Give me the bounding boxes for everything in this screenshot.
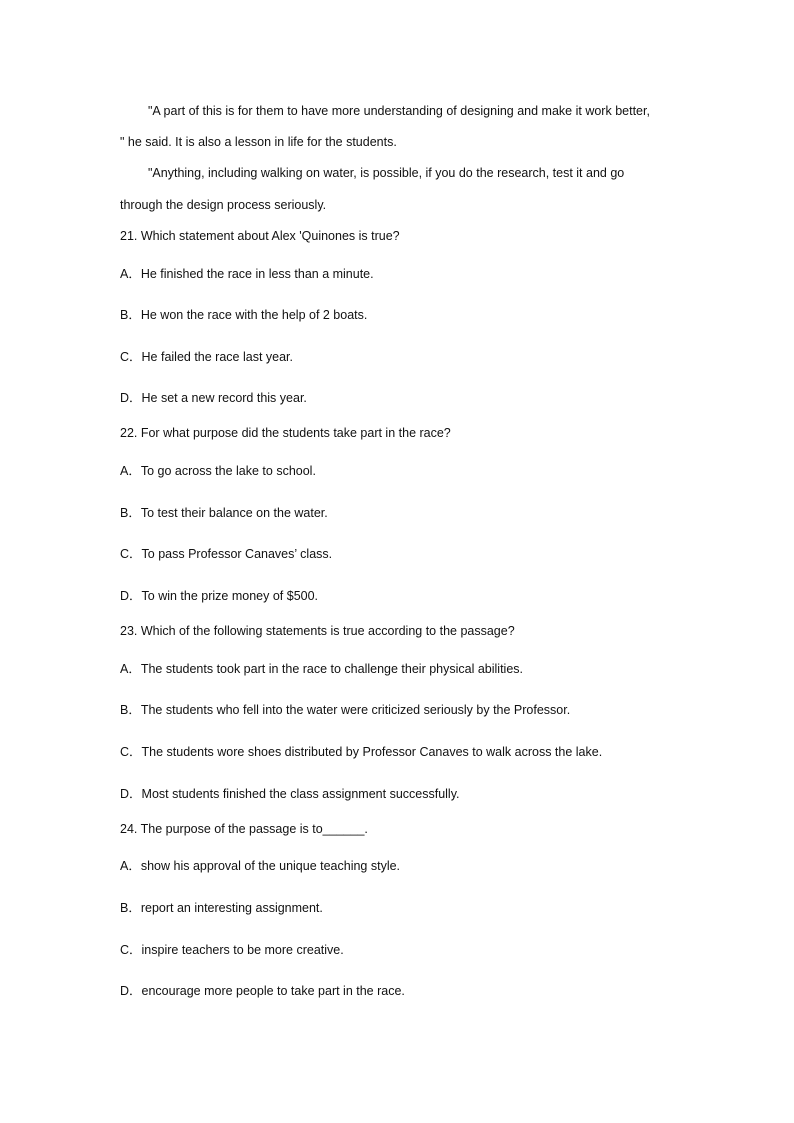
passage-line: "Anything, including walking on water, is possible, if you do the research, test it and go	[148, 166, 625, 180]
answer-option: D．To win the prize money of $500.	[120, 589, 319, 603]
answer-option: D．Most students finished the class assignment successfully.	[120, 787, 460, 801]
passage-line: "A part of this is for them to have more understanding of designing and make it work better,	[148, 104, 650, 118]
answer-option: C．inspire teachers to be more creative.	[120, 943, 344, 957]
question-stem: 22. For what purpose did the students take part in the race?	[120, 426, 451, 440]
answer-option: B．The students who fell into the water were criticized seriously by the Professor.	[120, 703, 571, 717]
answer-option: C．He failed the race last year.	[120, 350, 293, 364]
answer-option: C．To pass Professor Canaves’ class.	[120, 547, 333, 561]
answer-option: B．report an interesting assignment.	[120, 901, 323, 915]
question-stem: 21. Which statement about Alex 'Quinones is true?	[120, 229, 400, 243]
passage-line: through the design process seriously.	[120, 198, 327, 212]
answer-option: C．The students wore shoes distributed by Professor Canaves to walk across the lake.	[120, 745, 603, 759]
answer-option: A．He finished the race in less than a minute.	[120, 267, 374, 281]
answer-option: A．The students took part in the race to challenge their physical abilities.	[120, 662, 523, 676]
answer-option: B．To test their balance on the water.	[120, 506, 328, 520]
answer-option: A．To go across the lake to school.	[120, 464, 316, 478]
passage-line: " he said. It is also a lesson in life for the students.	[120, 135, 397, 149]
answer-option: B．He won the race with the help of 2 boats.	[120, 308, 368, 322]
question-stem: 23. Which of the following statements is true according to the passage?	[120, 624, 515, 638]
answer-option: D．He set a new record this year.	[120, 391, 307, 405]
answer-option: D．encourage more people to take part in the race.	[120, 984, 405, 998]
question-stem: 24. The purpose of the passage is to______.	[120, 822, 368, 836]
answer-option: A．show his approval of the unique teaching style.	[120, 859, 401, 873]
